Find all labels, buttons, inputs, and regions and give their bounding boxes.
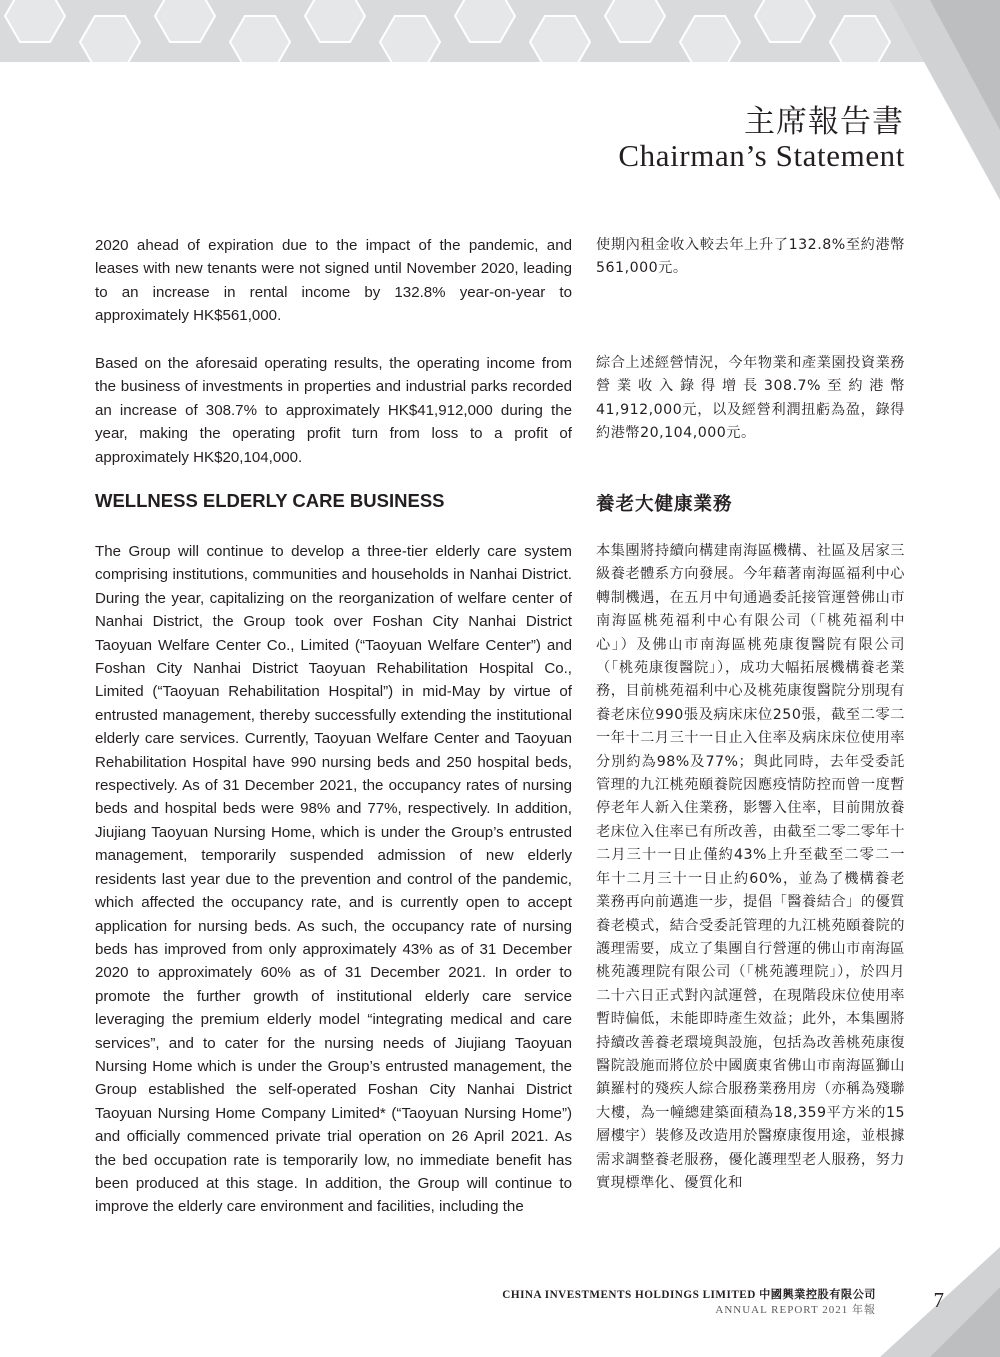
page-title-chinese: 主席報告書	[744, 104, 904, 140]
section-heading-chinese: 養老大健康業務	[596, 494, 733, 515]
english-paragraph-operating-results: Based on the aforesaid operating results, the operating income from the business of investments in properties and industrial parks recorded an increase of 308.7% to approximately HK$41,912,000 during the year, making the operating profit turn from loss to a profit of approximately HK$20,104,000.	[95, 355, 572, 466]
english-paragraph-elderly-care: The Group will continue to develop a three-tier elderly care system comprising institutions, communities and households in Nanhai District. During the year, capitalizing on the reorganization of welfare center of Nanhai District, the Group took over Foshan City Nanhai District Taoyuan Welfare Center Co., Limited (“Taoyuan Welfare Center”) and Foshan City Nanhai District Taoyuan Rehabilitation Hospital Co., Limited (“Taoyuan Rehabilitation Hospital”) in mid-May by virtue of entrusted management, thereby successfully extending the institutional elderly care services. Currently, Taoyuan Welfare Center and Taoyuan Rehabilitation Hospital have 990 nursing beds and 250 hospital beds, respectively. As of 31 December 2021, the occupancy rates of nursing beds and hospital beds were 98% and 77%, respectively. In addition, Jiujiang Taoyuan Nursing Home, which is under the Group’s entrusted management, temporarily suspended admission of new elderly residents last year due to the prevention and control of the pandemic, which affected the occupancy rate, and is currently open to accept application for nursing beds. As such, the occupancy rate of nursing beds has improved from only approximately 43% as of 31 December 2020 to approximately 60% as of 31 December 2021. In order to promote the further growth of institutional elderly care service leveraging the premium elderly model “integrating medical and care services”, and to cater for the nursing needs of Jiujiang Taoyuan Nursing Home which is under the Group’s entrusted management, the Group established the self-operated Foshan City Nanhai District Taoyuan Nursing Home Company Limited* (“Taoyuan Nursing Home”) and officially commenced private trial operation on 26 April 2021. As the bed occupation rate is temporarily low, no immediate benefit has been produced at this stage. In addition, the Group will continue to improve the elderly care environment and facilities, including the	[95, 543, 572, 1216]
chinese-paragraph-rental-income: 使期內租金收入較去年上升了132.8%至約港幣561,000元。	[596, 237, 905, 277]
top-right-corner-decoration	[890, 0, 1000, 200]
hexagon-pattern-graphic	[0, 0, 1000, 62]
footer-report-title: ANNUAL REPORT 2021 年報	[715, 1304, 876, 1316]
chinese-paragraph-elderly-care: 本集團將持續向構建南海區機構、社區及居家三級養老體系方向發展。今年藉著南海區福利中心轉制機遇，在五月中旬通過委託接管運營佛山市南海區桃苑福利中心有限公司（「桃苑福利中心」）及佛山市南海區桃苑康復醫院有限公司（「桃苑康復醫院」），成功大幅拓展機構養老業務，目前桃苑福利中心及桃苑康復醫院分別現有養老床位990張及病床床位250張，截至二零二一年十二月三十一日止入住率及病床床位使用率分別約為98%及77%；與此同時，去年受委託管理的九江桃苑頤養院因應疫情防控而曾一度暫停老年人新入住業務，影響入住率，目前開放養老床位入住率已有所改善，由截至二零二零年十二月三十一日止僅約43%上升至截至二零二一年十二月三十一日止約60%，並為了機構養老業務再向前邁進一步，提倡「醫養結合」的優質養老模式，結合受委託管理的九江桃苑頤養院的護理需要，成立了集團自行營運的佛山市南海區桃苑護理院有限公司（「桃苑護理院」），於四月二十六日正式對內試運營，在現階段床位使用率暫時偏低，未能即時產生效益；此外，本集團將持續改善養老環境與設施，包括為改善桃苑康復醫院設施而將位於中國廣東省佛山市南海區獅山鎮羅村的殘疾人綜合服務業務用房（亦稱為殘聯大樓，為一幢總建築面積為18,359平方米的15層樓宇）裝修及改造用於醫療康復用途，並根據需求調整養老服務，優化護理型老人服務，努力實現標準化、優質化和	[596, 543, 905, 1191]
english-paragraph-rental-income: 2020 ahead of expiration due to the impact of the pandemic, and leases with new tenants were not signed until November 2020, leading to an increase in rental income by 132.8% year-on-year to approximately HK$561,000.	[95, 237, 572, 325]
page-title-english: Chairman’s Statement	[618, 138, 905, 173]
chinese-paragraph-operating-results: 綜合上述經營情況，今年物業和產業園投資業務營業收入錄得增長308.7%至約港幣41,912,000元，以及經營利潤扭虧為盈，錄得約港幣20,104,000元。	[596, 355, 905, 442]
footer-company-name: CHINA INVESTMENTS HOLDINGS LIMITED 中國興業控股有限公司	[502, 1289, 876, 1301]
section-heading-english: WELLNESS ELDERLY CARE BUSINESS	[95, 490, 445, 511]
header-hexagon-band	[0, 0, 1000, 62]
page-number: 7	[933, 1288, 944, 1312]
